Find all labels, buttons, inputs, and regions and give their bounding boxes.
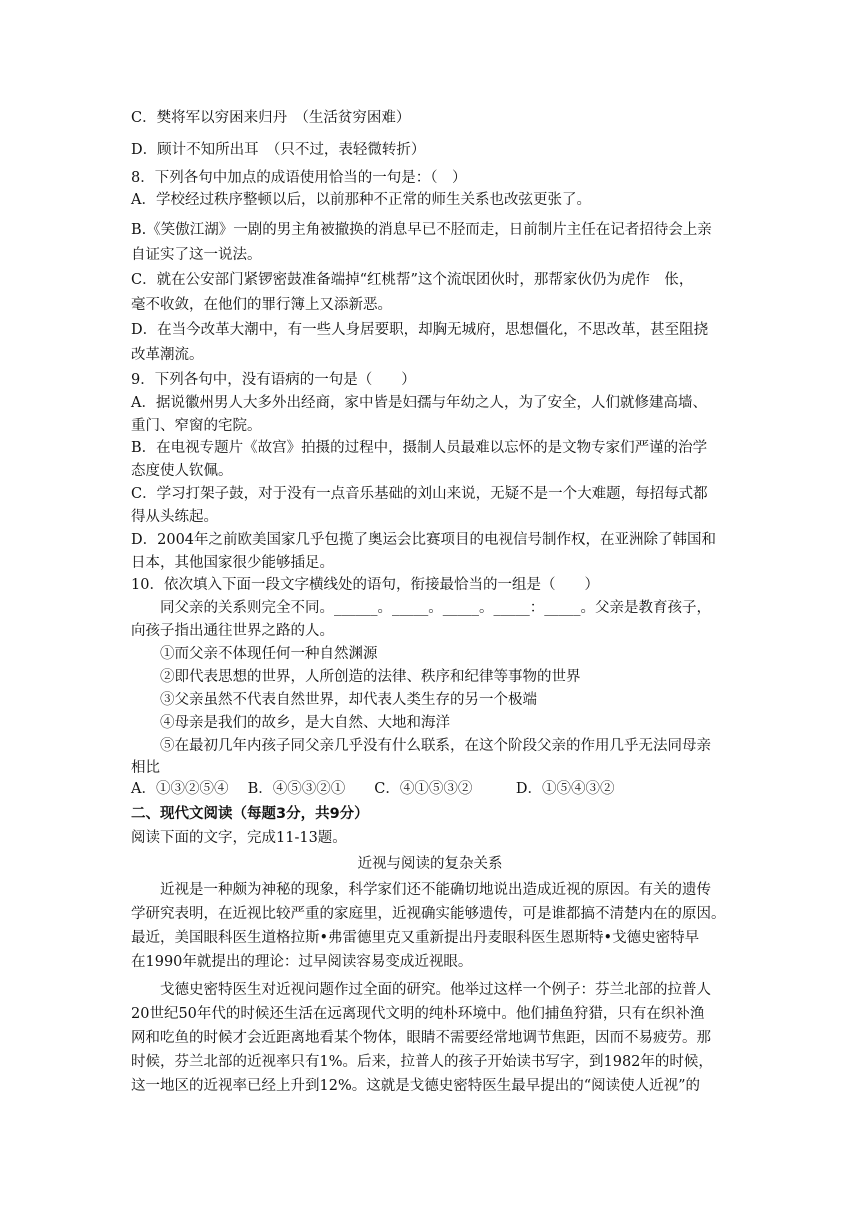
q9-option-b-line1: B．在电视专题片《故宫》拍摄的过程中，摄制人员最难以忘怀的是文物专家们严谨的治学 xyxy=(131,440,708,456)
option-c-text: C．樊将军以穷困来归丹 （生活贫穷困难） xyxy=(131,110,411,126)
q9-option-a-line1: A．据说徽州男人大多外出经商，家中皆是妇孺与年幼之人，为了安全，人们就修建高墙、 xyxy=(131,395,707,411)
q8-option-c-line1: C．就在公安部门紧锣密鼓准备端掉“红桃帮”这个流氓团伙时，那帮家伙仍为虎作 伥， xyxy=(131,272,694,288)
q8-option-c-line2: 毫不收敛，在他们的罪行簿上又添新恶。 xyxy=(131,297,392,313)
article-p2-line4: 时候，芬兰北部的近视率只有1%。后来，拉普人的孩子开始读书写字，到1982年的时候， xyxy=(131,1054,713,1070)
q10-item-2: ②即代表思想的世界，人所创造的法律、秩序和纪律等事物的世界 xyxy=(160,669,581,685)
q10-item-1: ①而父亲不体现任何一种自然渊源 xyxy=(160,646,378,662)
q9-option-d-line1: D．2004年之前欧美国家几乎包揽了奥运会比赛项目的电视信号制作权，在亚洲除了韩国和 xyxy=(131,532,717,548)
section-heading: 二、现代文阅读（每题3分，共9分） xyxy=(131,806,369,822)
article-p1-line3: 最近，美国眼科医生道格拉斯•弗雷德里克又重新提出丹麦眼科医生恩斯特•戈德史密特早 xyxy=(131,930,700,946)
q8-option-b-line2: 自证实了这一说法。 xyxy=(131,247,262,263)
q8-option-d-line1: D．在当今改革大潮中，有一些人身居要职，却胸无城府，思想僵化，不思改革，甚至阻挠 xyxy=(131,322,709,338)
option-d-text: D．顾计不知所出耳 （只不过，表轻微转折） xyxy=(131,142,426,158)
q10-passage-line1: 同父亲的关系则完全不同。______。_____。_____。_____：_____。父亲是教育孩子， xyxy=(160,600,711,616)
article-p2-line2: 20世纪50年代的时候还生活在远离现代文明的纯朴环境中。他们捕鱼狩猎，只有在织补渔 xyxy=(131,1006,705,1022)
q10-item-5-line1: ⑤在最初几年内孩子同父亲几乎没有什么联系，在这个阶段父亲的作用几乎无法同母亲 xyxy=(160,738,711,754)
question-10: 10．依次填入下面一段文字横线处的语句，衔接最恰当的一组是（ ） xyxy=(131,577,599,593)
q9-option-c-line2: 得从头练起。 xyxy=(131,509,218,525)
article-p1-line4: 在1990年就提出的理论：过早阅读容易变成近视眼。 xyxy=(131,954,473,970)
q9-option-b-line2: 态度使人钦佩。 xyxy=(131,463,233,479)
q9-option-c-line1: C．学习打架子鼓，对于没有一点音乐基础的刘山来说，无疑不是一个大难题，每招每式都 xyxy=(131,486,708,502)
q10-item-3: ③父亲虽然不代表自然世界，却代表人类生存的另一个极端 xyxy=(160,692,537,708)
question-9: 9．下列各句中，没有语病的一句是（ ） xyxy=(131,372,416,388)
article-p1-line1: 近视是一种颇为神秘的现象，科学家们还不能确切地说出造成近视的原因。有关的遗传 xyxy=(160,882,711,898)
q8-option-d-line2: 改革潮流。 xyxy=(131,347,204,363)
article-title: 近视与阅读的复杂关系 xyxy=(357,856,503,872)
reading-instruction: 阅读下面的文字，完成11-13题。 xyxy=(131,830,347,846)
article-p2-line3: 网和吃鱼的时候才会近距离地看某个物体，眼睛不需要经常地调节焦距，因而不易疲劳。那 xyxy=(131,1030,711,1046)
question-8: 8．下列各句中加点的成语使用恰当的一句是：（ ） xyxy=(131,170,467,186)
q8-option-a: A．学校经过秩序整顿以后，以前那种不正常的师生关系也改弦更张了。 xyxy=(131,192,591,208)
q10-answer-options: A．①③②⑤④ B．④⑤③②① C．④①⑤③② D．①⑤④③② xyxy=(131,781,615,797)
q10-passage-line2: 向孩子指出通往世界之路的人。 xyxy=(131,623,334,639)
q10-item-5-line2: 相比 xyxy=(131,760,160,776)
q9-option-a-line2: 重门、窄窗的宅院。 xyxy=(131,418,262,434)
article-p1-line2: 学研究表明，在近视比较严重的家庭里，近视确实能够遗传，可是谁都搞不清楚内在的原因。 xyxy=(131,906,726,922)
article-p2-line5: 这一地区的近视率已经上升到12%。这就是戈德史密特医生最早提出的“阅读使人近视”的 xyxy=(131,1078,701,1094)
q8-option-b-line1: B.《笑傲江湖》一剧的男主角被撤换的消息早已不胫而走，日前制片主任在记者招待会上亲 xyxy=(131,222,712,238)
q9-option-d-line2: 日本，其他国家很少能够插足。 xyxy=(131,555,334,571)
article-p2-line1: 戈德史密特医生对近视问题作过全面的研究。他举过这样一个例子：芬兰北部的拉普人 xyxy=(160,982,711,998)
q10-item-4: ④母亲是我们的故乡，是大自然、大地和海洋 xyxy=(160,715,450,731)
